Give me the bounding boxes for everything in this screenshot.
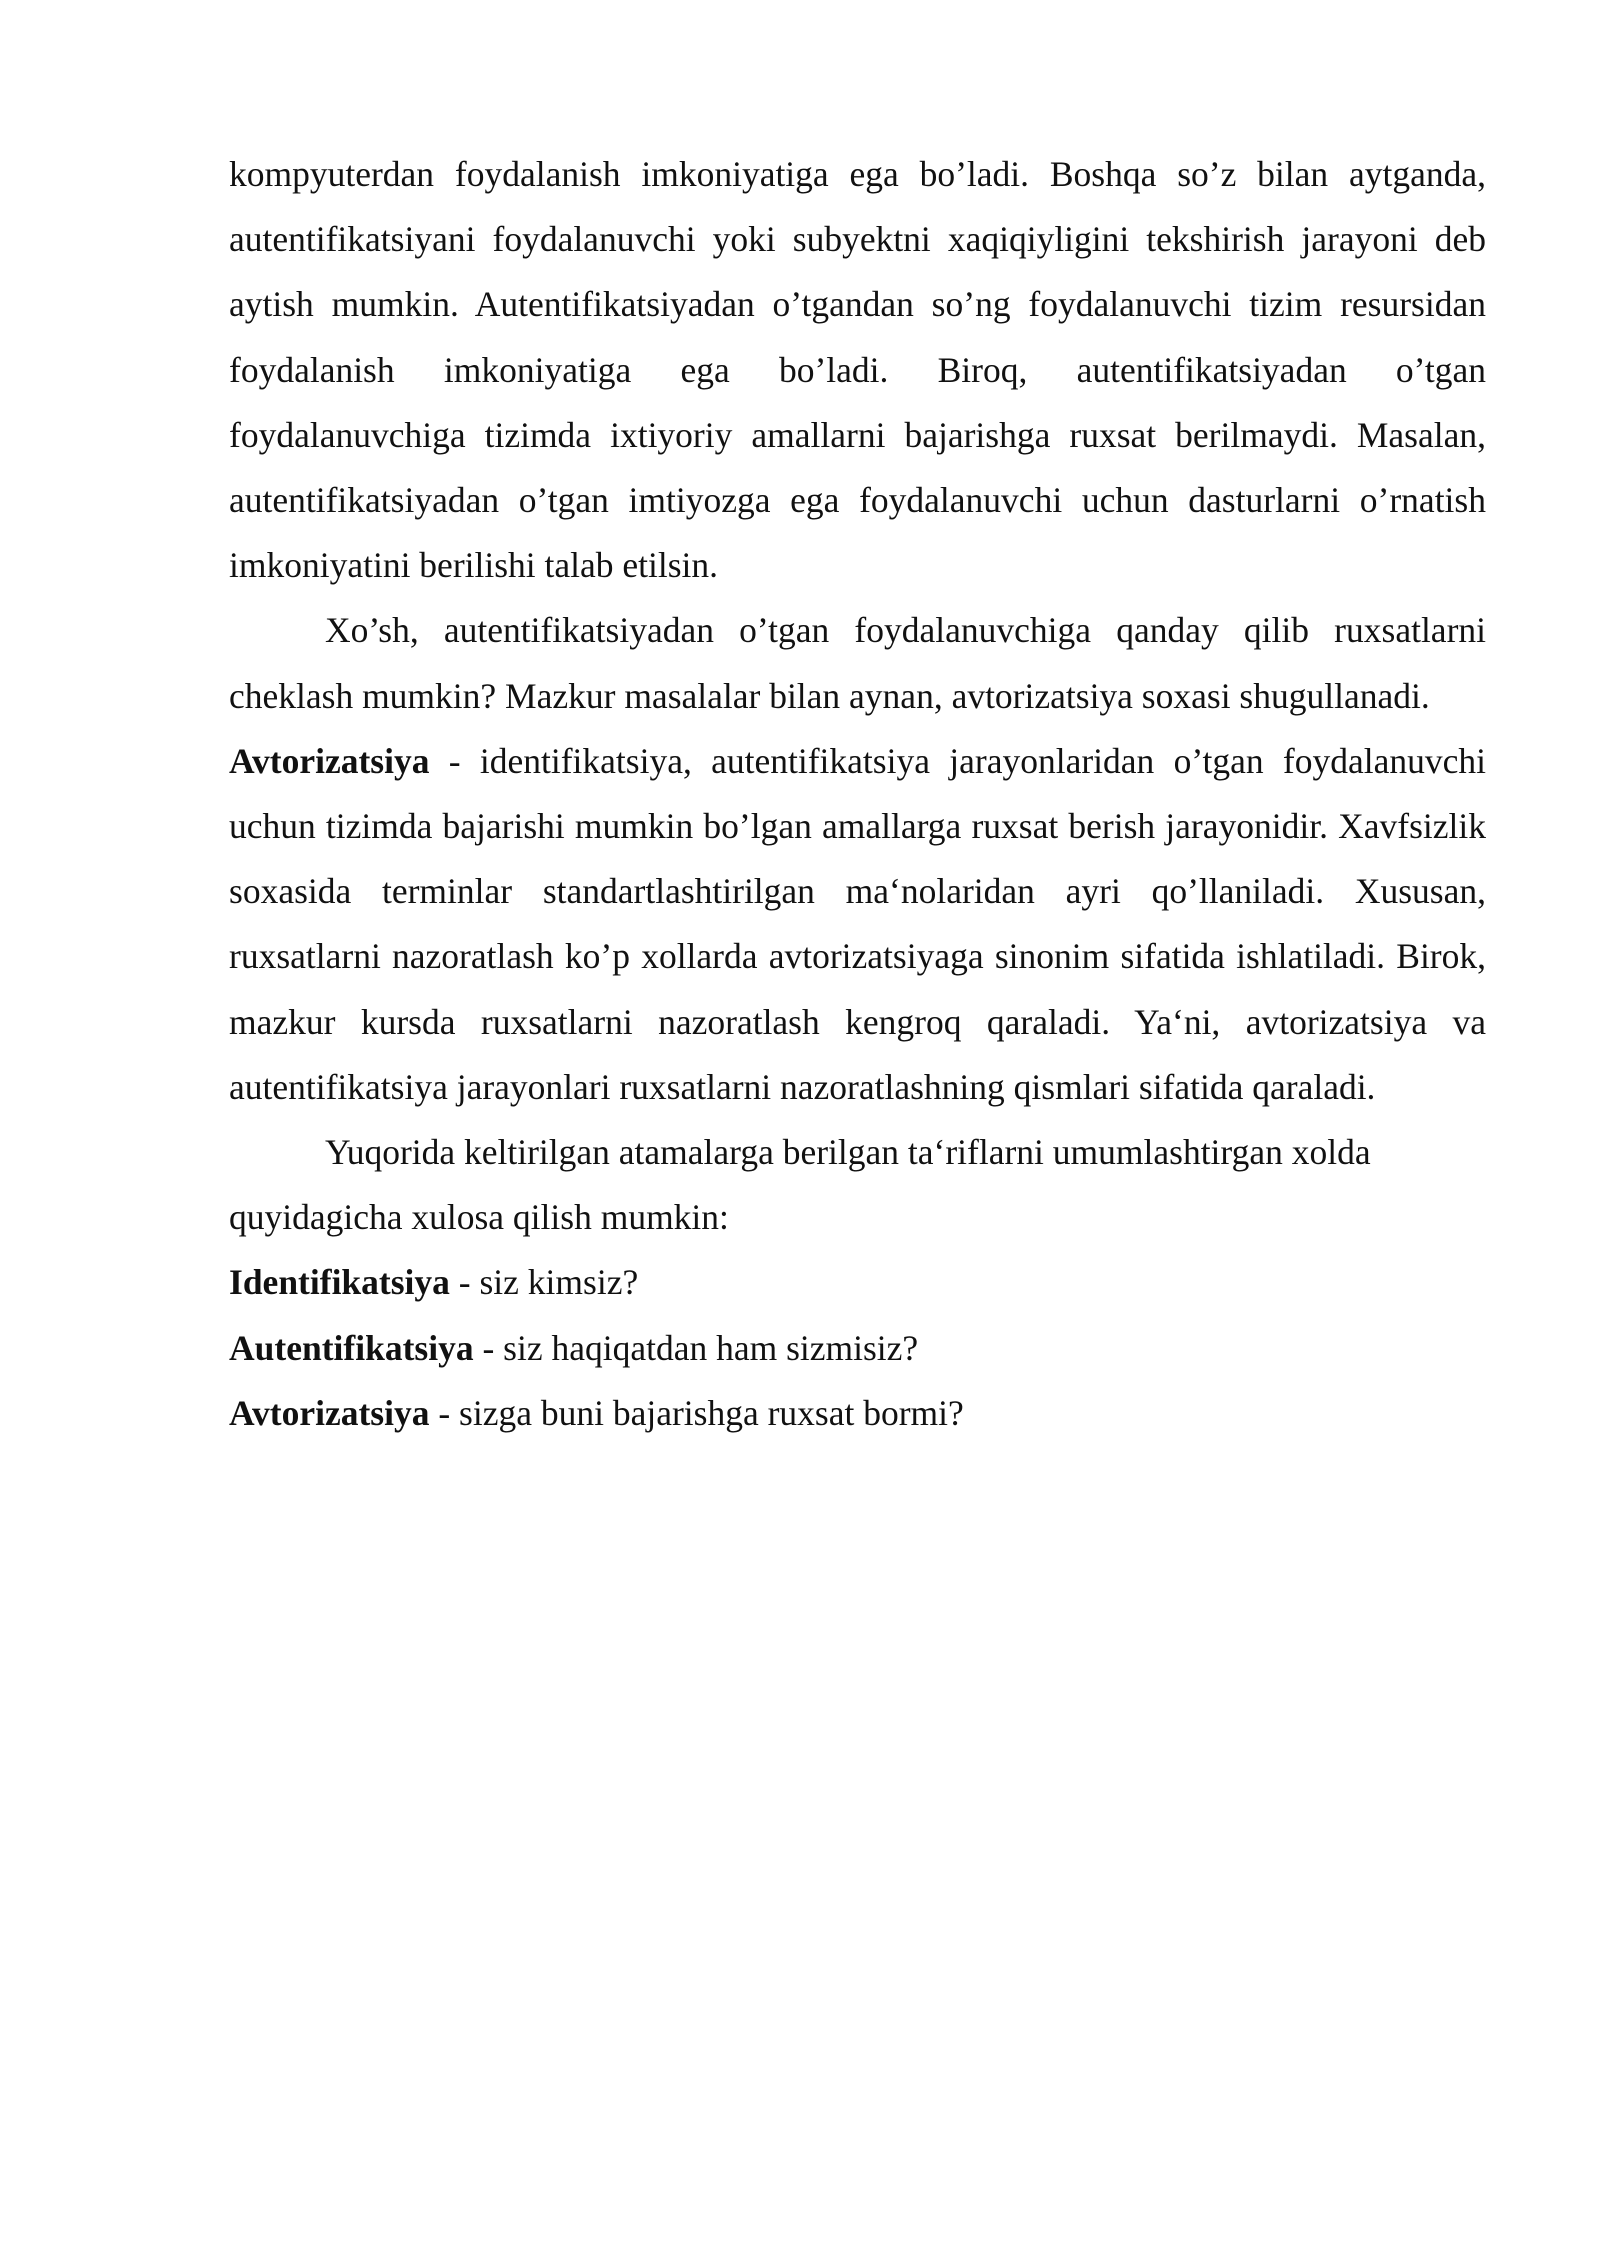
paragraph-restrict-permissions: Xo’sh, autentifikatsiyadan o’tgan foydalanuvchiga qanday qilib ruxsatlarni cheklash mumkin? Mazkur masalalar bilan aynan, avtorizatsiya soxasi shugullanadi.: [229, 610, 1486, 716]
summary-question: - siz kimsiz?: [449, 1262, 639, 1303]
paragraph-authorization-definition: [229, 729, 1486, 1120]
term-avtorizatsiya-summary: Avtorizatsiya: [229, 1392, 430, 1433]
summary-line-authorization: [229, 1381, 1486, 1446]
paragraph-summary-intro: Yuqorida keltirilgan atamalarga berilgan ta‘riflarni umumlashtirgan xolda quyidagicha xulosa qilish mumkin:: [229, 1132, 1371, 1238]
term-identifikatsiya: Identifikatsiya: [229, 1262, 450, 1303]
summary-question: - siz haqiqatdan ham sizmisiz?: [473, 1327, 919, 1368]
body-text: [229, 142, 1486, 1446]
definition-text: - identifikatsiya, autentifikatsiya jarayonlaridan o’tgan foydalanuvchi uchun tizimda bajarishi mumkin bo’lgan amallarga ruxsat berish jarayonidir. Xavfsizlik soxasida terminlar standartlashtirilgan ma‘nolaridan ayri qo’llaniladi. Xususan, ruxsatlarni nazoratlash ko’p xollarda avtorizatsiyaga sinonim sifatida ishlatiladi. Birok, mazkur kursda ruxsatlarni nazoratlash kengroq qaraladi. Ya‘ni, avtorizatsiya va autentifikatsiya jarayonlari ruxsatlarni nazoratlashning qismlari sifatida qaraladi.: [229, 740, 1486, 1107]
summary-question: - sizga buni bajarishga ruxsat bormi?: [429, 1392, 964, 1433]
term-avtorizatsiya: Avtorizatsiya: [229, 740, 430, 781]
summary-line-identification: [229, 1250, 1486, 1315]
term-autentifikatsiya: Autentifikatsiya: [229, 1327, 474, 1368]
summary-line-authentication: [229, 1316, 1486, 1381]
paragraph-authentication-intro: kompyuterdan foydalanish imkoniyatiga ega bo’ladi. Boshqa so’z bilan aytganda, autentifikatsiyani foydalanuvchi yoki subyektni xaqiqiyligini tekshirish jarayoni deb aytish mumkin. Autentifikatsiyadan o’tgandan so’ng foydalanuvchi tizim resursidan foydalanish imkoniyatiga ega bo’ladi. Biroq, autentifikatsiyadan o’tgan foydalanuvchiga tizimda ixtiyoriy amallarni bajarishga ruxsat berilmaydi. Masalan, autentifikatsiyadan o’tgan imtiyozga ega foydalanuvchi uchun dasturlarni o’rnatish imkoniyatini berilishi talab etilsin.: [229, 154, 1486, 586]
